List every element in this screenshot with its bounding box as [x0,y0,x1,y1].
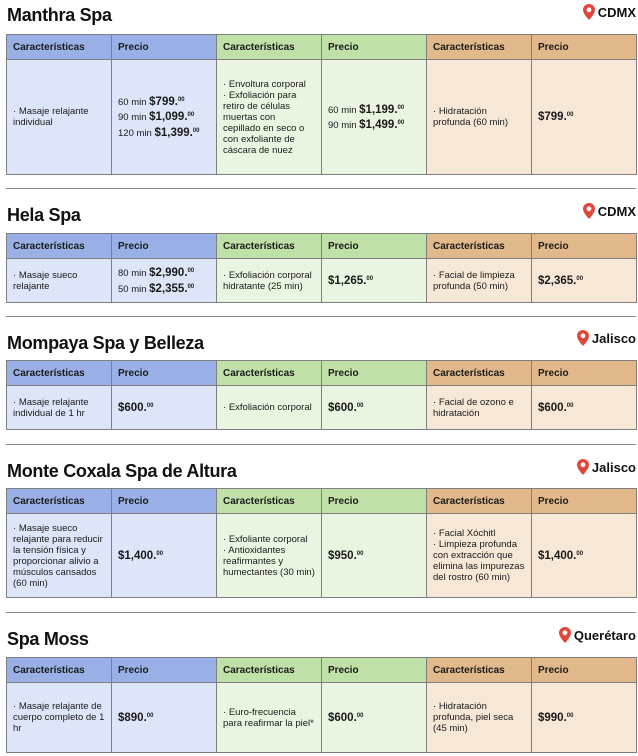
feature-cell [217,683,322,753]
feature-item: · Euro-frecuencia para reafirmar la piel* [223,707,315,729]
feature-cell [427,514,532,598]
feature-item: · Masaje relajante individual de 1 hr [13,397,105,419]
feature-header: Características [427,658,532,683]
spa-name: Manthra Spa [7,5,112,25]
feature-header: Características [7,361,112,386]
price-header: Precio [532,35,637,60]
table-row [7,259,637,303]
price-header: Precio [112,361,217,386]
spa-name: Spa Moss [7,629,89,649]
location-label [583,203,636,219]
feature-header: Características [7,35,112,60]
section-divider [6,316,636,317]
feature-item: · Facial de limpieza profunda (50 min) [433,270,525,292]
services-table [6,360,637,430]
price-header: Precio [322,489,427,514]
feature-item: · Facial de ozono e hidratación [433,397,525,419]
table-header [7,35,637,60]
feature-cell [7,683,112,753]
section-divider [6,188,636,189]
price-header: Precio [322,658,427,683]
location-text: Jalisco [591,459,636,475]
price-header: Precio [322,234,427,259]
services-table [6,233,637,303]
price-line: 80 min $2,990.00 [118,267,195,280]
feature-item: · Exfoliación corporal [223,402,315,413]
table-row [7,60,637,175]
feature-cell [427,259,532,303]
price-cell: $950.00 [322,514,427,598]
services-table [6,657,637,753]
price-line: 90 min $1,499.00 [328,119,405,132]
table-row [7,514,637,598]
price-header: Precio [322,361,427,386]
price-cell: $600.00 [112,386,217,430]
location-label [583,4,636,20]
feature-header: Características [7,234,112,259]
spa-name: Hela Spa [7,205,81,225]
feature-cell [7,60,112,175]
feature-header: Características [427,489,532,514]
price-header: Precio [112,489,217,514]
feature-header: Características [7,658,112,683]
feature-cell [427,386,532,430]
feature-header: Características [217,658,322,683]
price-header: Precio [322,35,427,60]
feature-cell [7,514,112,598]
feature-cell [427,60,532,175]
price-line: 60 min $1,199.00 [328,104,405,116]
feature-header: Características [427,234,532,259]
location-text: CDMX [597,4,636,20]
price-cell: $2,365.00 [532,259,637,303]
feature-header: Características [217,234,322,259]
location-label [577,330,636,346]
feature-header: Características [427,35,532,60]
price-header: Precio [532,361,637,386]
feature-cell [217,60,322,175]
location-pin-icon [559,627,571,643]
feature-item: · Exfoliación corporal hidratante (25 min) [223,270,315,292]
feature-header: Características [217,35,322,60]
location-pin-icon [583,4,595,20]
price-cell [112,259,217,303]
feature-cell [7,386,112,430]
spa-name: Monte Coxala Spa de Altura [7,461,237,481]
price-cell: $600.00 [322,683,427,753]
location-pin-icon [577,330,589,346]
feature-item: · Antioxidantes reafirmantes y humectantes (30 min) [223,545,315,578]
section-divider [6,444,636,445]
location-text: Querétaro [573,627,636,643]
price-cell: $890.00 [112,683,217,753]
feature-item: · Masaje sueco relajante [13,270,105,292]
price-header: Precio [532,658,637,683]
feature-cell [217,386,322,430]
feature-item: · Hidratación profunda, piel seca (45 min) [433,701,525,734]
price-line: 120 min $1,399.00 [118,126,200,139]
feature-item: · Facial Xóchitl [433,528,525,539]
feature-item: · Exfoliante corporal [223,534,315,545]
price-line: 60 min $799.00 [118,96,185,109]
price-header: Precio [112,35,217,60]
price-cell: $1,400.00 [112,514,217,598]
feature-header: Características [7,489,112,514]
feature-item: · Hidratación profunda (60 min) [433,106,525,128]
price-header: Precio [112,658,217,683]
feature-header: Características [217,489,322,514]
table-header [7,489,637,514]
table-header [7,658,637,683]
feature-header: Características [217,361,322,386]
table-header [7,234,637,259]
feature-item: · Limpieza profunda con extracción que elimina las impurezas del rostro (60 min) [433,539,525,583]
location-text: CDMX [597,203,636,219]
price-cell [112,60,217,175]
feature-cell [217,514,322,598]
location-label [577,459,636,475]
services-table [6,488,637,598]
price-cell: $600.00 [322,386,427,430]
price-cell: $1,265.00 [322,259,427,303]
feature-cell [7,259,112,303]
feature-cell [427,683,532,753]
feature-item: · Masaje relajante de cuerpo completo de 1 hr [13,701,105,734]
price-header: Precio [112,234,217,259]
price-cell: $1,400.00 [532,514,637,598]
location-pin-icon [577,459,589,475]
section-divider [6,612,636,613]
services-table [6,34,637,175]
feature-item: · Masaje sueco relajante para reducir la tensión física y proporcionar alivio a músculos cansados (60 min) [13,523,105,589]
table-row [7,386,637,430]
price-line: 90 min $1,099.00 [118,111,195,124]
table-row [7,683,637,753]
location-pin-icon [583,203,595,219]
feature-header: Características [427,361,532,386]
location-label [559,627,636,643]
feature-item: · Exfoliación para retiro de células muertas con cepillado en seco o con exfoliante de cáscara de nuez [223,90,315,156]
spa-name: Mompaya Spa y Belleza [7,333,204,353]
price-header: Precio [532,234,637,259]
table-header [7,361,637,386]
feature-item: · Masaje relajante individual [13,106,105,128]
price-cell [322,60,427,175]
price-cell: $799.00 [532,60,637,175]
feature-item: · Envoltura corporal [223,79,315,90]
location-text: Jalisco [591,330,636,346]
price-cell: $990.00 [532,683,637,753]
price-header: Precio [532,489,637,514]
feature-cell [217,259,322,303]
price-cell: $600.00 [532,386,637,430]
price-line: 50 min $2,355.00 [118,282,195,295]
